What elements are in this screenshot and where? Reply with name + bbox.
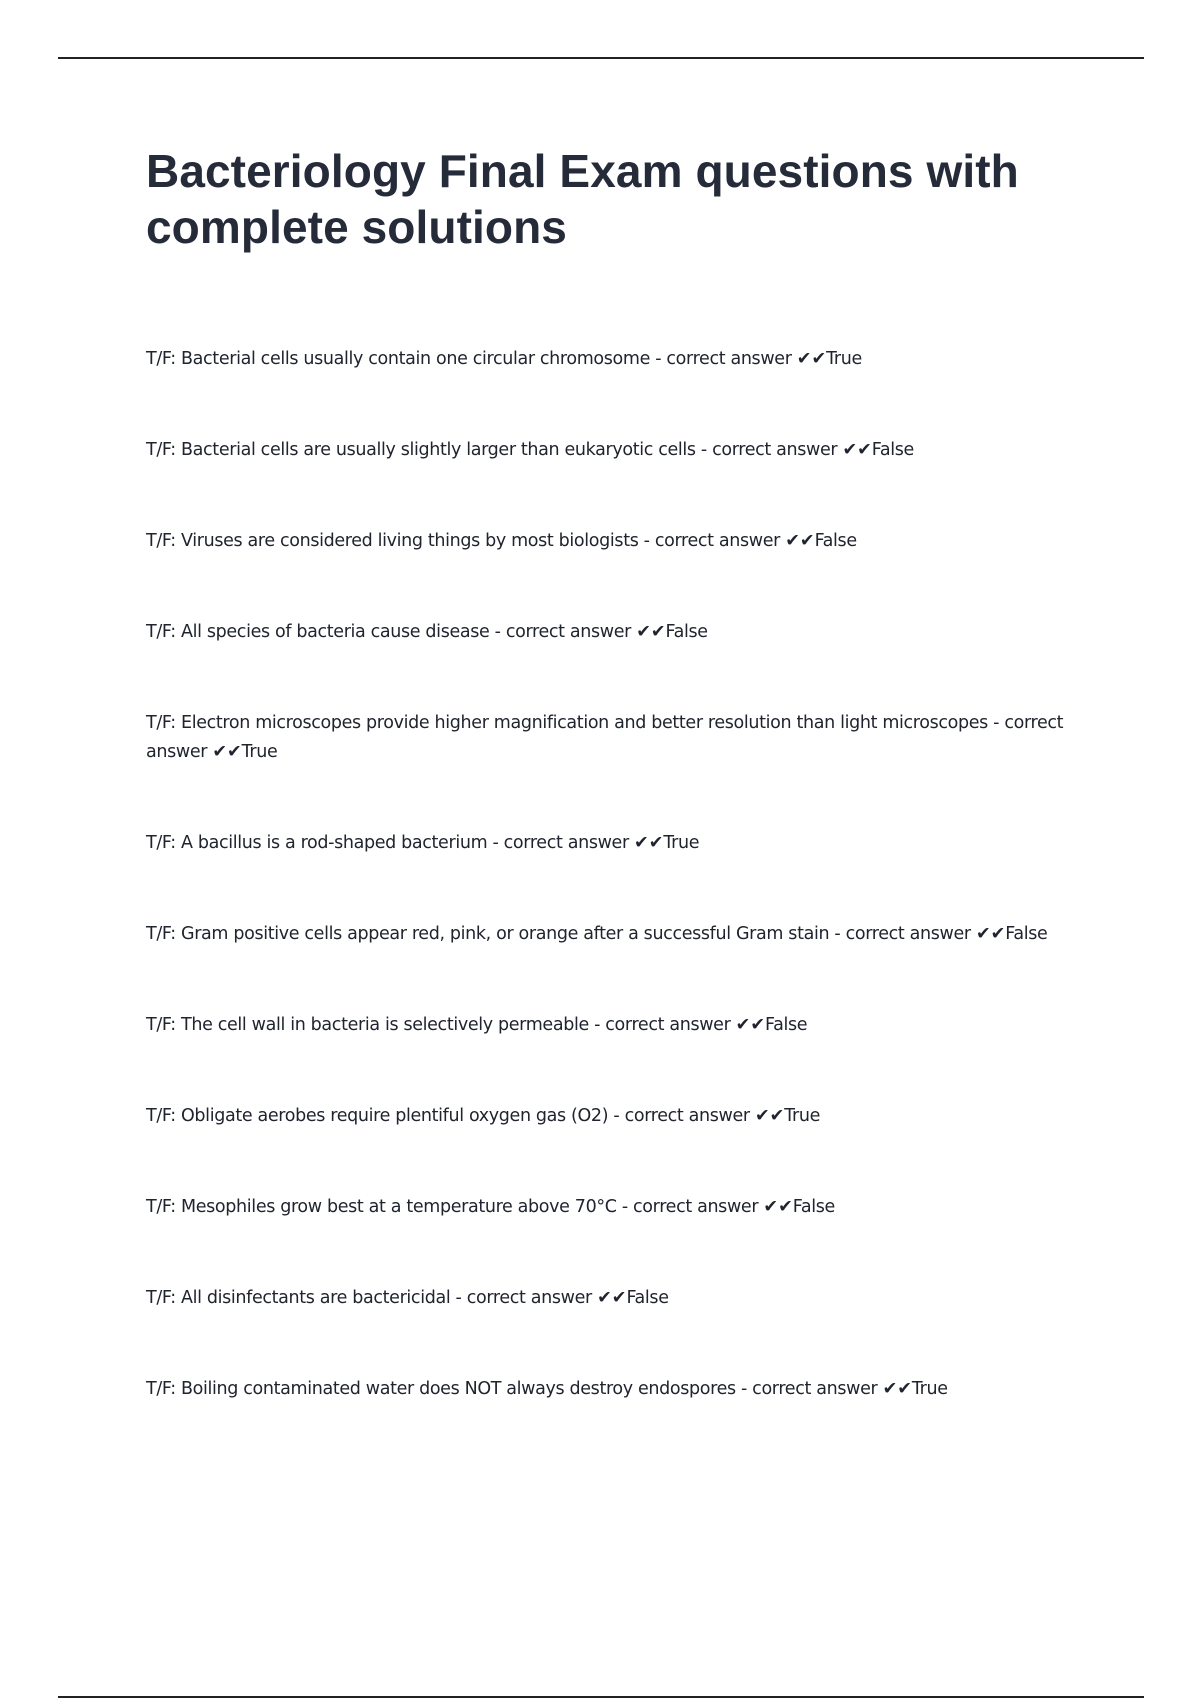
header-rule	[58, 57, 1144, 59]
check-marks: ✔✔	[212, 742, 242, 762]
question-text: T/F: Obligate aerobes require plentiful oxygen gas (O2) - correct answer	[146, 1106, 750, 1126]
answer-text: False	[814, 531, 857, 551]
answer-text: True	[911, 1379, 948, 1399]
check-marks: ✔✔	[597, 1288, 627, 1308]
list-item	[146, 527, 1066, 556]
check-marks: ✔✔	[975, 924, 1006, 944]
answer-text: False	[626, 1288, 669, 1308]
check-marks: ✔✔	[636, 622, 666, 642]
check-marks: ✔✔	[796, 349, 827, 369]
list-item	[146, 1284, 1066, 1313]
question-text: T/F: Boiling contaminated water does NOT always destroy endospores - correct answer	[146, 1379, 878, 1399]
answer-text: True	[241, 742, 278, 762]
check-marks: ✔✔	[634, 833, 664, 853]
answer-text: False	[792, 1197, 835, 1217]
list-item	[146, 1102, 1066, 1131]
question-text: T/F: Bacterial cells usually contain one circular chromosome - correct answer	[146, 349, 792, 369]
answer-text: True	[663, 833, 700, 853]
question-text: T/F: Viruses are considered living things by most biologists - correct answer	[146, 531, 781, 551]
question-text: T/F: Mesophiles grow best at a temperature above 70°C - correct answer	[146, 1197, 759, 1217]
list-item	[146, 345, 1066, 374]
check-marks: ✔✔	[754, 1106, 785, 1126]
list-item	[146, 436, 1066, 465]
check-marks: ✔✔	[763, 1197, 793, 1217]
check-marks: ✔✔	[735, 1015, 765, 1035]
question-text: T/F: All species of bacteria cause disease - correct answer	[146, 622, 631, 642]
list-item	[146, 618, 1066, 647]
question-list	[146, 345, 1066, 1466]
question-text: T/F: A bacillus is a rod-shaped bacterium - correct answer	[146, 833, 629, 853]
answer-text: True	[784, 1106, 821, 1126]
answer-text: False	[871, 440, 914, 460]
question-text: T/F: Electron microscopes provide higher magnification and better resolution than light microscopes - correct answer	[146, 713, 1064, 762]
page-title: Bacteriology Final Exam questions with complete solutions	[146, 145, 1019, 253]
question-text: T/F: All disinfectants are bactericidal - correct answer	[146, 1288, 592, 1308]
answer-text: True	[826, 349, 862, 369]
list-item	[146, 1011, 1066, 1040]
answer-text: False	[764, 1015, 808, 1035]
check-marks: ✔✔	[842, 440, 872, 460]
answer-text: False	[665, 622, 708, 642]
list-item	[146, 1193, 1066, 1222]
question-text: T/F: The cell wall in bacteria is selectively permeable - correct answer	[146, 1015, 731, 1035]
footer-rule	[58, 1696, 1144, 1698]
check-marks: ✔✔	[882, 1379, 912, 1399]
answer-text: False	[1005, 924, 1048, 944]
list-item	[146, 920, 1066, 949]
question-text: T/F: Bacterial cells are usually slightly larger than eukaryotic cells - correct answer	[146, 440, 838, 460]
check-marks: ✔✔	[785, 531, 815, 551]
list-item	[146, 709, 1066, 767]
list-item	[146, 829, 1066, 858]
question-text: T/F: Gram positive cells appear red, pink, or orange after a successful Gram stain - correct answer	[146, 924, 971, 944]
list-item	[146, 1375, 1066, 1404]
